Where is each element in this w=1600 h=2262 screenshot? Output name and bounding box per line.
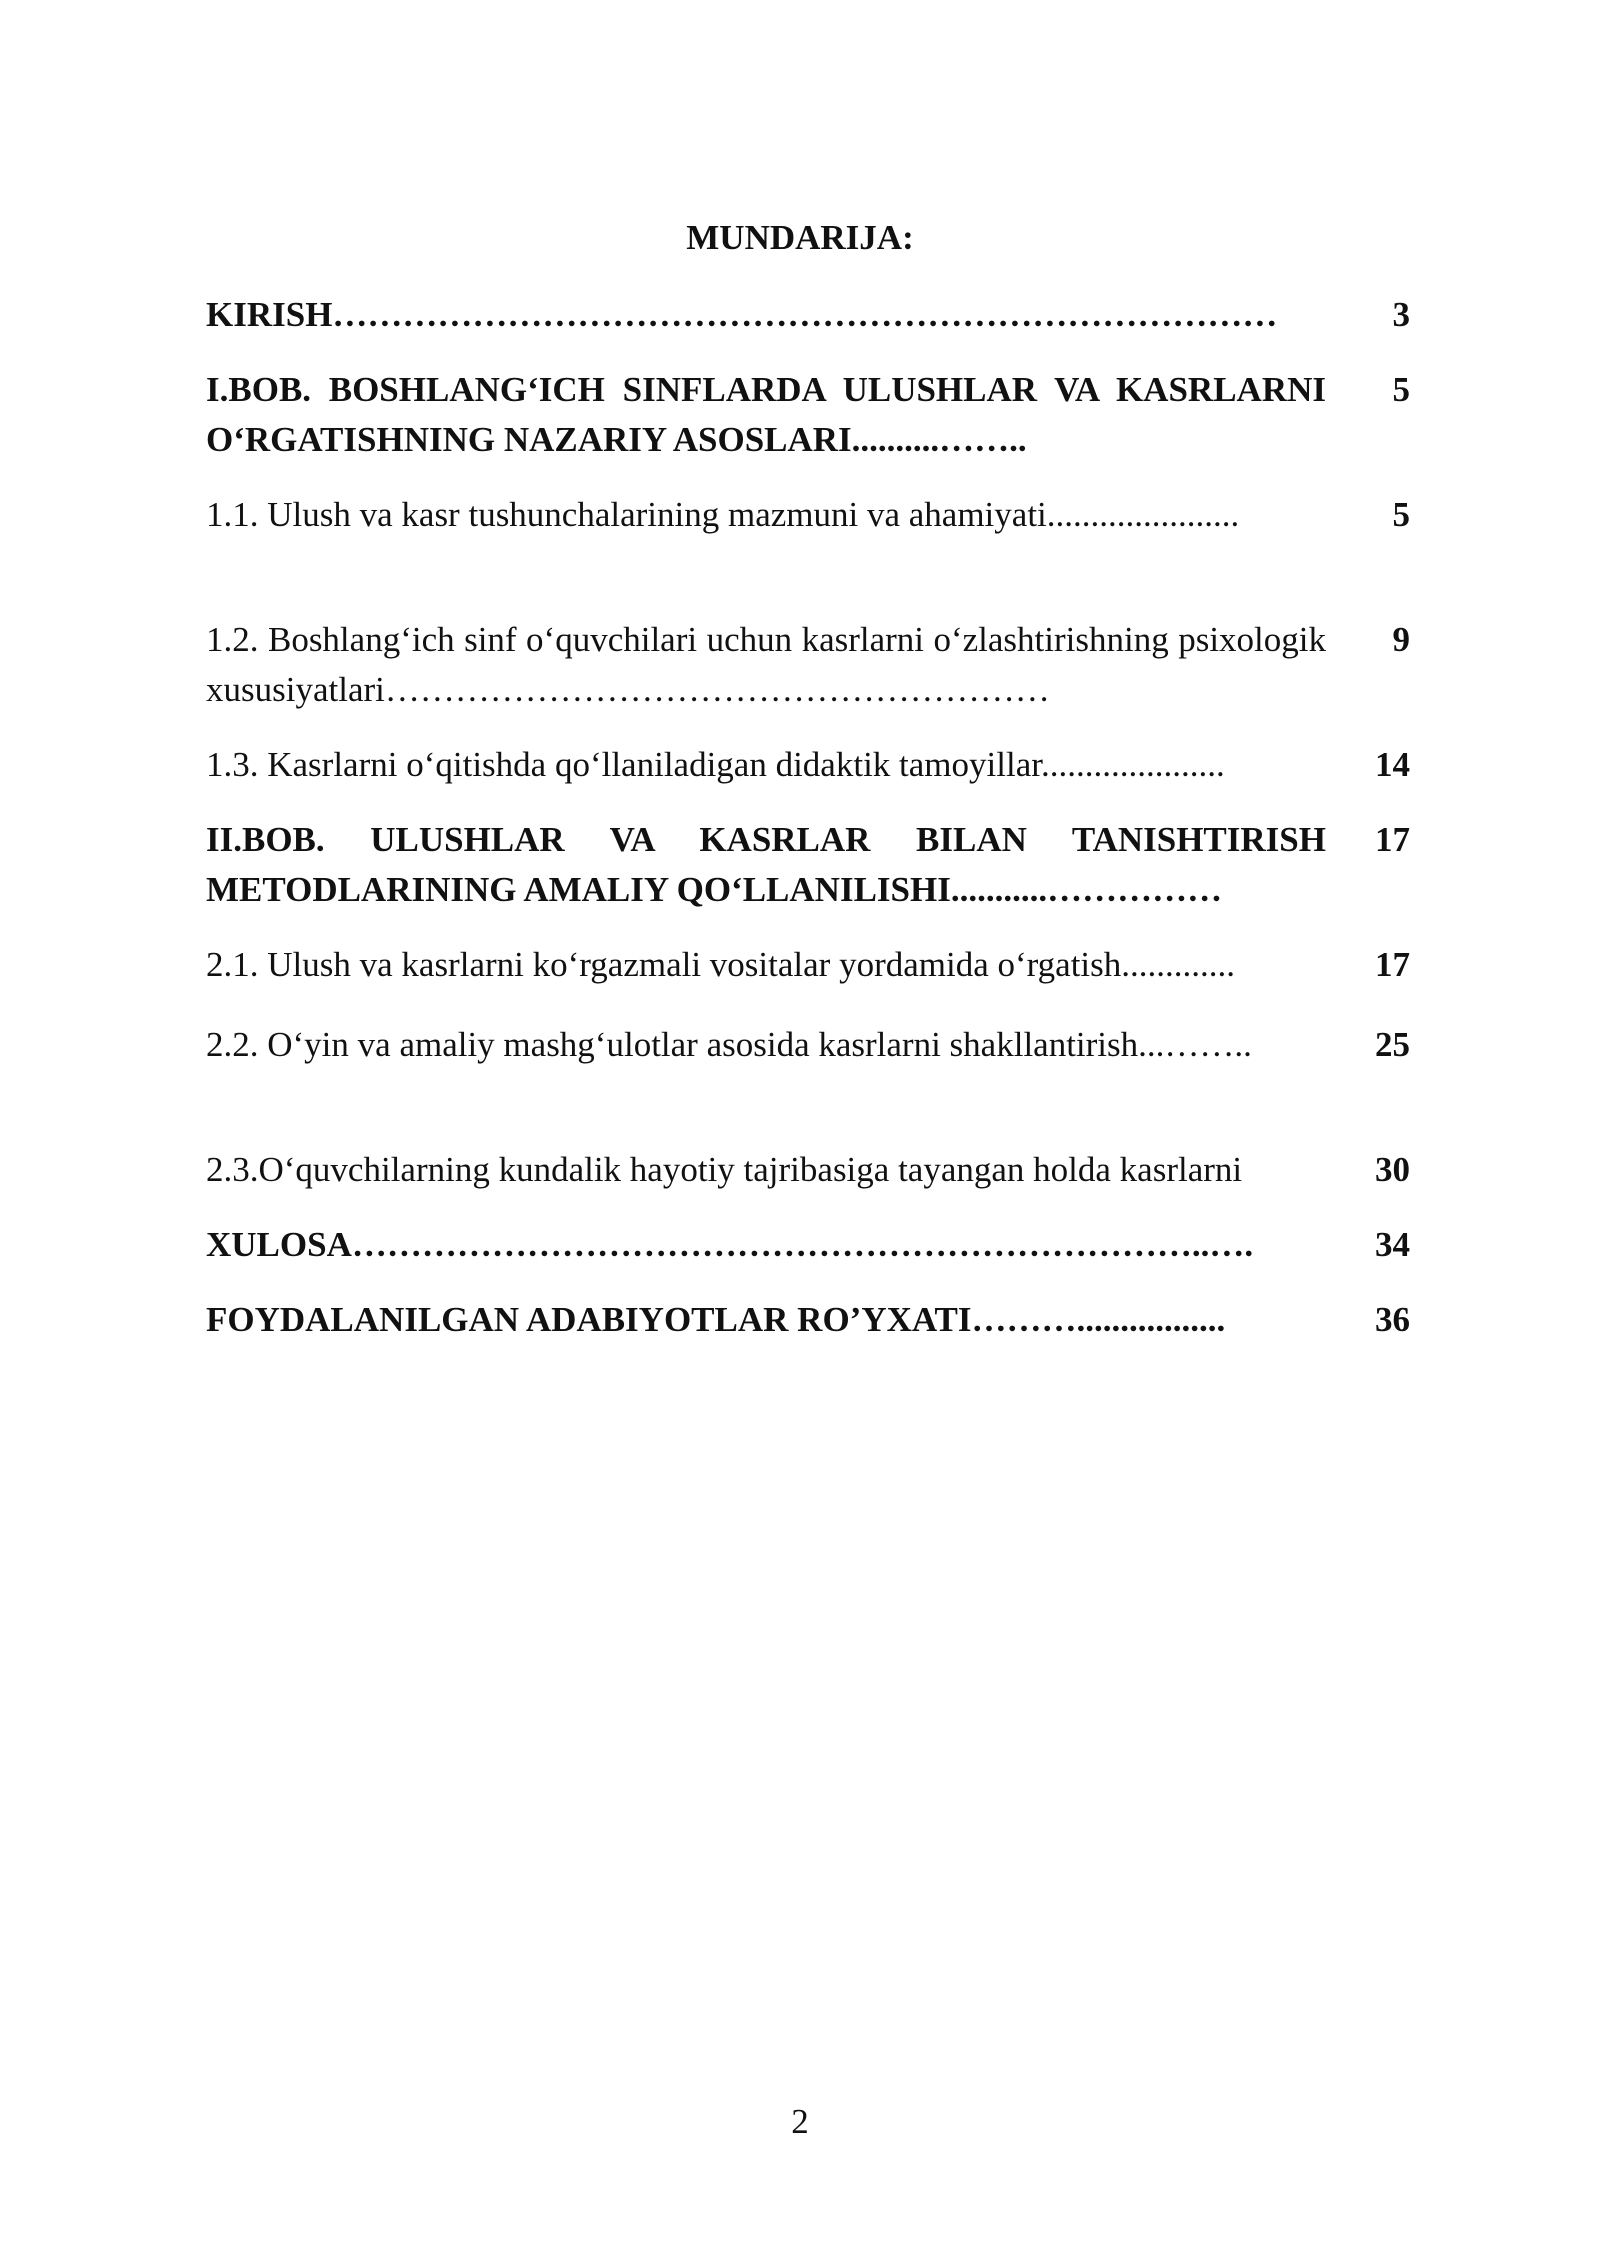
toc-entry-text: II.BOB. ULUSHLAR VA KASRLAR BILAN TANISHTIRISH METODLARINING AMALIY QO‘LLANILISHI...........…………… bbox=[206, 820, 1326, 909]
table-of-contents bbox=[206, 290, 1410, 1370]
toc-page-number: 36 bbox=[1375, 1300, 1410, 1339]
toc-row-1-1[interactable] bbox=[206, 490, 1410, 615]
page-title: MUNDARIJA: bbox=[686, 218, 914, 257]
toc-page-number: 3 bbox=[1392, 295, 1410, 334]
toc-row-2-1[interactable] bbox=[206, 940, 1410, 1020]
toc-entry-text: 2.1. Ulush va kasrlarni ko‘rgazmali vositalar yordamida o‘rgatish............. bbox=[206, 945, 1236, 984]
toc-row-adabiyotlar[interactable] bbox=[206, 1295, 1410, 1370]
toc-row-1-2[interactable] bbox=[206, 615, 1410, 740]
toc-page-number: 25 bbox=[1375, 1025, 1410, 1064]
toc-row-2-3[interactable] bbox=[206, 1145, 1410, 1220]
toc-entry-text: I.BOB. BOSHLANG‘ICH SINFLARDA ULUSHLAR VA KASRLARNI O‘RGATISHNING NAZARIY ASOSLARI..........…….. bbox=[206, 370, 1326, 459]
toc-row-bob-1[interactable] bbox=[206, 365, 1410, 490]
footer-page-number: 2 bbox=[791, 2102, 809, 2141]
toc-entry-text: KIRISH……………………………………………………………………… bbox=[206, 295, 1278, 334]
toc-page-number: 5 bbox=[1392, 370, 1410, 409]
toc-page-number: 30 bbox=[1375, 1150, 1410, 1189]
toc-page-number: 9 bbox=[1392, 620, 1410, 659]
toc-entry-text: 1.1. Ulush va kasr tushunchalarining mazmuni va ahamiyati...................... bbox=[206, 495, 1240, 534]
toc-page-number: 17 bbox=[1375, 945, 1410, 984]
toc-row-kirish[interactable] bbox=[206, 290, 1410, 365]
toc-row-1-3[interactable] bbox=[206, 740, 1410, 815]
toc-entry-text: 2.2. O‘yin va amaliy mashg‘ulotlar asosida kasrlarni shakllantirish...…….. bbox=[206, 1025, 1252, 1064]
toc-entry-text: XULOSA………………………………………………………………..…. bbox=[206, 1225, 1254, 1264]
toc-entry-text: 1.2. Boshlang‘ich sinf o‘quvchilari uchun kasrlarni o‘zlashtirishning psixologik xususiyatlari………………………………………………… bbox=[206, 620, 1326, 709]
toc-page-number: 14 bbox=[1375, 745, 1410, 784]
toc-row-2-2[interactable] bbox=[206, 1020, 1410, 1145]
toc-entry-text: FOYDALANILGAN ADABIYOTLAR RO’YXATI………................. bbox=[206, 1300, 1226, 1339]
toc-entry-text: 2.3.O‘quvchilarning kundalik hayotiy tajribasiga tayangan holda kasrlarni bbox=[206, 1150, 1243, 1189]
toc-row-xulosa[interactable] bbox=[206, 1220, 1410, 1295]
toc-page-number: 17 bbox=[1375, 820, 1410, 859]
toc-row-bob-2[interactable] bbox=[206, 815, 1410, 940]
toc-entry-text: 1.3. Kasrlarni o‘qitishda qo‘llaniladigan didaktik tamoyillar..................... bbox=[206, 745, 1225, 784]
toc-page-number: 5 bbox=[1392, 495, 1410, 534]
toc-page-number: 34 bbox=[1375, 1225, 1410, 1264]
